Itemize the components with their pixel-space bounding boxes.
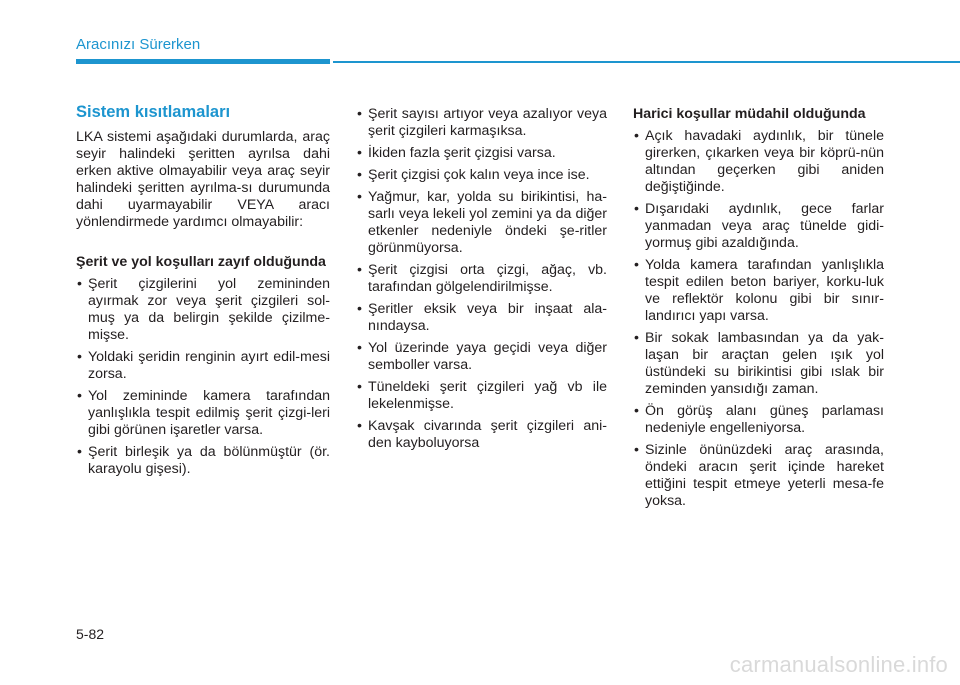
section-heading: Sistem kısıtlamaları bbox=[76, 103, 231, 121]
list-item-text: Şerit çizgisi orta çizgi, ağaç, vb. tarafından gölgelendirilmişse. bbox=[368, 262, 607, 295]
list-item bbox=[356, 301, 607, 335]
bullet-icon: • bbox=[357, 167, 362, 183]
bullet-icon: • bbox=[357, 418, 362, 434]
list-item-text: Şerit çizgilerini yol zemininden ayırmak zor veya şerit çizgileri sol-muş ya da belirgin şekilde çizilme-mişse. bbox=[88, 276, 330, 343]
bullet-icon: • bbox=[357, 189, 362, 205]
list-item bbox=[76, 444, 330, 478]
external-conditions-heading: Harici koşullar müdahil olduğunda bbox=[633, 106, 866, 122]
list-item bbox=[76, 388, 330, 439]
list-item-text: Dışarıdaki aydınlık, gece farlar yanmadan veya araç tünelde gidi-yormuş gibi azaldığında. bbox=[645, 201, 884, 251]
bullet-icon: • bbox=[634, 330, 639, 346]
running-header: Aracınızı Sürerken bbox=[76, 36, 201, 53]
bullet-icon: • bbox=[634, 128, 639, 144]
list-item bbox=[633, 330, 884, 398]
list-item bbox=[633, 442, 884, 510]
list-item-text: Bir sokak lambasından ya da yak-laşan bir araçtan gelen ışık yol üstündeki su birikintisi gibi ıslak bir zeminden yansıdığı zaman. bbox=[645, 330, 884, 397]
bullet-icon: • bbox=[77, 349, 82, 365]
list-item-text: Şerit birleşik ya da bölünmüştür (ör. karayolu gişesi). bbox=[88, 444, 330, 477]
list-item bbox=[356, 418, 607, 452]
list-item bbox=[356, 106, 607, 140]
header-rule-accent bbox=[76, 59, 330, 64]
bullet-icon: • bbox=[357, 301, 362, 317]
list-item bbox=[633, 257, 884, 325]
list-item-text: Şerit sayısı artıyor veya azalıyor veya şerit çizgileri karmaşıksa. bbox=[368, 106, 607, 139]
list-item-text: Kavşak civarında şerit çizgileri ani-den kayboluyorsa bbox=[368, 418, 607, 451]
watermark: carmanualsonline.info bbox=[729, 652, 948, 677]
list-item bbox=[76, 349, 330, 383]
bullet-icon: • bbox=[357, 340, 362, 356]
bullet-icon: • bbox=[634, 201, 639, 217]
bullet-icon: • bbox=[357, 379, 362, 395]
bullet-icon: • bbox=[77, 444, 82, 460]
list-item bbox=[356, 145, 607, 162]
lane-conditions-heading: Şerit ve yol koşulları zayıf olduğunda bbox=[76, 254, 326, 270]
list-item bbox=[356, 167, 607, 184]
bullet-icon: • bbox=[357, 106, 362, 122]
bullet-icon: • bbox=[357, 262, 362, 278]
page-number: 5-82 bbox=[76, 626, 105, 642]
list-item-text: Yol zemininde kamera tarafından yanlışlıkla tespit edilmiş şerit çizgi-leri gibi görünen işaretler varsa. bbox=[88, 388, 330, 438]
list-item-text: Sizinle önünüzdeki araç arasında, öndeki aracın şerit içinde hareket ettiğini tespit etmeye yeterli mesa-fe yoksa. bbox=[645, 442, 884, 509]
list-item bbox=[633, 201, 884, 252]
list-item bbox=[76, 276, 330, 344]
list-item bbox=[356, 340, 607, 374]
bullet-icon: • bbox=[634, 442, 639, 458]
list-item bbox=[356, 379, 607, 413]
column-middle bbox=[356, 106, 607, 457]
list-item-text: Tüneldeki şerit çizgileri yağ vb ile lekelenmişse. bbox=[368, 379, 607, 412]
list-item-text: Yoldaki şeridin renginin ayırt edil-mesi zorsa. bbox=[88, 349, 330, 382]
list-item-text: Yolda kamera tarafından yanlışlıkla tespit edilen beton bariyer, korku-luk ve reflektör kolonu gibi bir sınır-landırıcı yapı varsa. bbox=[645, 257, 884, 324]
column-right bbox=[633, 106, 884, 515]
lane-conditions-list bbox=[76, 276, 330, 478]
list-item bbox=[633, 403, 884, 437]
list-item bbox=[356, 189, 607, 257]
list-item-text: Şerit çizgisi çok kalın veya ince ise. bbox=[368, 167, 590, 183]
list-item bbox=[633, 128, 884, 196]
list-item-text: İkiden fazla şerit çizgisi varsa. bbox=[368, 145, 556, 161]
list-item-text: Ön görüş alanı güneş parlaması nedeniyle engelleniyorsa. bbox=[645, 403, 884, 436]
intro-paragraph: LKA sistemi aşağıdaki durumlarda, araç seyir halindeki şeritten ayrılsa dahi erken aktive olmayabilir veya araç seyir halindeki şeritten ayrılma-sı durumunda dahi uyarmayabilir VEYA aracı yönlendirmede yardımcı olmayabilir: bbox=[76, 129, 330, 230]
bullet-icon: • bbox=[77, 388, 82, 404]
list-item-text: Yağmur, kar, yolda su birikintisi, ha-sarlı veya lekeli yol zemini ya da diğer etkenler nedeniyle öndeki şe-ritler görünmüyorsa. bbox=[368, 189, 607, 256]
bullet-icon: • bbox=[634, 257, 639, 273]
list-item-text: Açık havadaki aydınlık, bir tünele girerken, çıkarken veya bir köprü-nün altından geçerken gibi aniden değiştiğinde. bbox=[645, 128, 884, 195]
bullet-icon: • bbox=[77, 276, 82, 292]
list-item-text: Yol üzerinde yaya geçidi veya diğer semboller varsa. bbox=[368, 340, 607, 373]
lane-conditions-list-continued bbox=[356, 106, 607, 452]
bullet-icon: • bbox=[634, 403, 639, 419]
bullet-icon: • bbox=[357, 145, 362, 161]
external-conditions-list bbox=[633, 128, 884, 510]
list-item bbox=[356, 262, 607, 296]
header-rule bbox=[333, 61, 960, 63]
column-left bbox=[76, 104, 330, 483]
list-item-text: Şeritler eksik veya bir inşaat ala-nındaysa. bbox=[368, 301, 607, 334]
